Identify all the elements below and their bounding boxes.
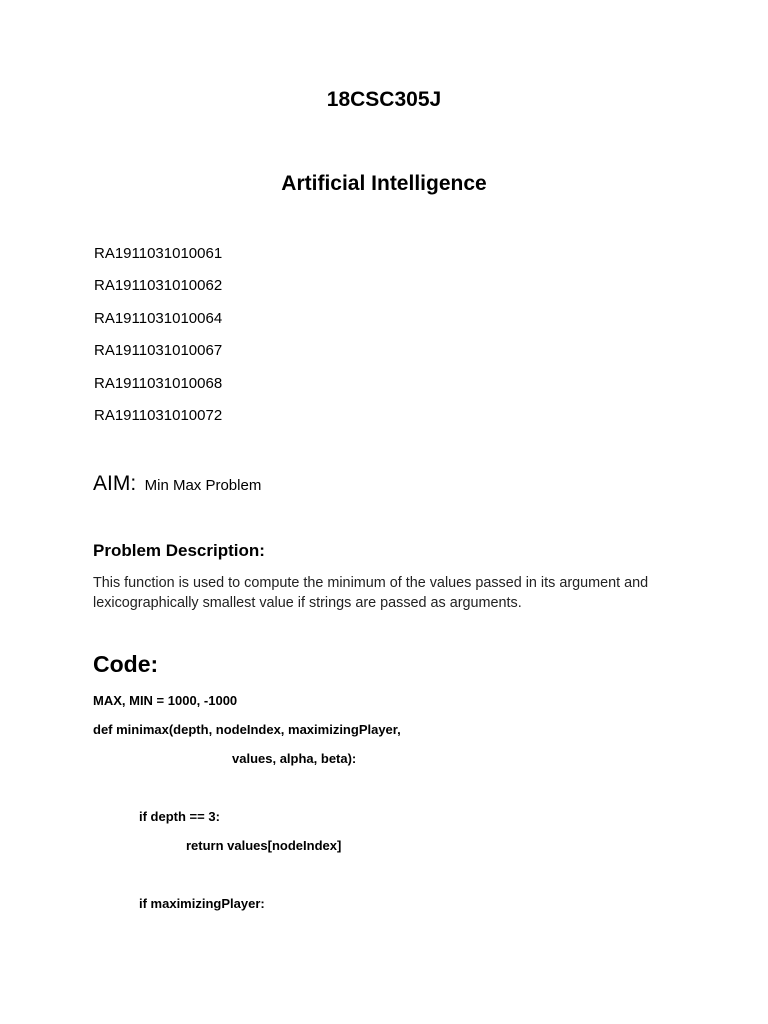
course-name: Artificial Intelligence [281, 172, 487, 195]
code-line: def minimax(depth, nodeIndex, maximizingPlayer, [93, 722, 401, 737]
code-line: if depth == 3: [139, 809, 220, 824]
aim-label: AIM: [93, 472, 137, 495]
code-heading: Code: [93, 651, 159, 677]
code-line: return values[nodeIndex] [186, 838, 342, 853]
registration-number: RA1911031010072 [94, 406, 223, 424]
problem-description-text: This function is used to compute the minimum of the values passed in its argument and lexicographically smallest value if strings are passed as arguments. [93, 575, 649, 611]
problem-description-heading: Problem Description: [93, 541, 265, 560]
code-line: values, alpha, beta): [232, 751, 357, 766]
registration-number: RA1911031010062 [94, 277, 223, 295]
registration-number: RA1911031010061 [94, 245, 223, 262]
registration-number: RA1911031010068 [94, 374, 223, 392]
code-line: MAX, MIN = 1000, -1000 [93, 693, 238, 708]
registration-number: RA1911031010067 [94, 342, 223, 360]
course-code: 18CSC305J [326, 88, 442, 111]
code-line: if maximizingPlayer: [139, 896, 265, 911]
registration-number-list [94, 244, 222, 438]
aim-text: Min Max Problem [144, 477, 262, 494]
registration-number: RA1911031010064 [94, 309, 223, 327]
aim-section [93, 472, 261, 496]
